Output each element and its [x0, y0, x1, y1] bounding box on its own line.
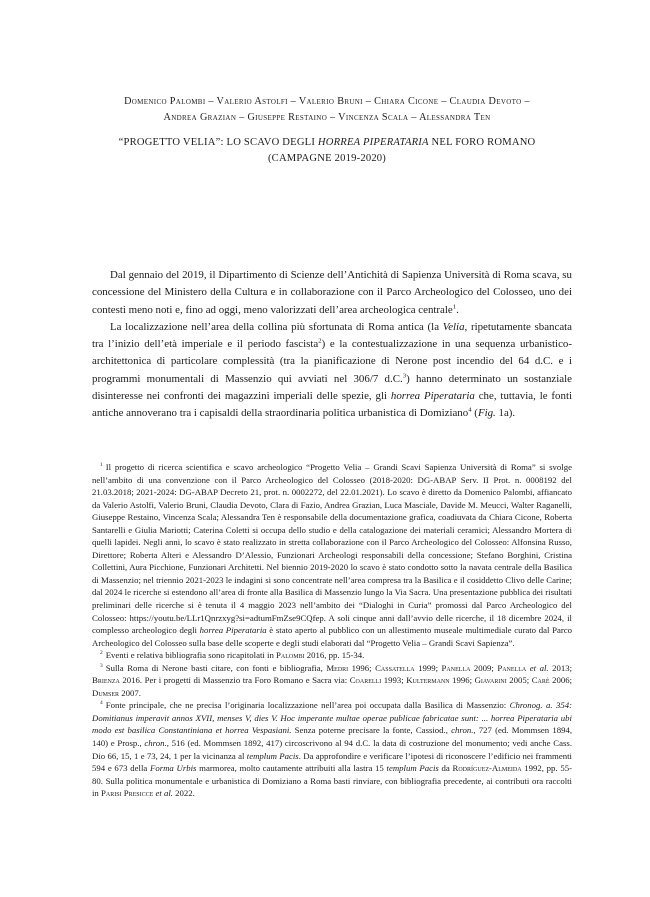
fn3-text: 2007. — [119, 687, 141, 698]
footnote-ref-2[interactable]: 2 — [318, 337, 322, 345]
citation-author: Rodríguez-Almeida — [452, 763, 522, 774]
fn4-italic: chron. — [451, 725, 474, 736]
footnotes — [92, 461, 572, 800]
fn4-text: 2022. — [172, 788, 195, 799]
p2-c: ) e la contestualizzazione in una sequenza urbanistico-architettonica di particolare complessità (tra la pianificazione di Nerone post incendio del 64 d.C. e i programmi monumentali di Massenzio qui avviati nel 306/7 d.C. — [92, 338, 572, 385]
footnote-ref-1[interactable]: 1 — [452, 302, 457, 310]
fn4-italic: templum Pacis — [246, 750, 299, 761]
footnote-1-text-b: è stato aperto al pubblico con un allestimento museale multimediale curato dal Parco Archeologico del Colosseo sulla base delle scoperte e degli studi elaborati dal “Progetto Velia – Grandi Scavi Sapienza”. — [92, 625, 573, 648]
citation-author: Giavarini — [474, 675, 507, 686]
citation-author: Brienza — [92, 675, 120, 686]
p1-text: Dal gennaio del 2019, il Dipartimento di Scienze dell’Antichità di Sapienza Università di Roma scava, su concessione del Ministero della Cultura e in collaborazione con il Parco Archeologico del Colosseo, uno dei contesti meno noti e, fino ad oggi, meno valorizzati dell’area archeologica centrale — [92, 269, 572, 316]
citation-author: Carè — [531, 675, 550, 686]
p1-end: . — [456, 303, 459, 316]
fn4-italic: chron. — [144, 738, 167, 749]
paragraph-1 — [92, 267, 572, 319]
citation-author: Medri — [326, 662, 349, 673]
citation-author: Palombi — [276, 650, 305, 661]
p2-b: , ripetutamente sbancata tra l’inizio dell’età imperiale e il periodo fascista — [92, 320, 573, 351]
title-line-2: (CAMPAGNE 2019-2020) — [267, 153, 387, 164]
paragraph-2 — [92, 319, 572, 423]
title-italic: HORREA PIPERATARIA — [317, 137, 429, 148]
et-al-italic: et al. — [529, 662, 549, 673]
footnote-number: 1 — [100, 462, 103, 469]
citation-author: Parisi Presicce — [101, 788, 154, 799]
authors-line-1: Domenico Palombi – Valerio Astolfi – Valerio Bruni – Chiara Cicone – Claudia Devoto – — [124, 96, 530, 107]
citation-author: Cassatella — [375, 662, 415, 673]
fn4-text: Fonte principale, che ne precisa l’originaria localizzazione nell’area poi occupata dalla Basilica di Massenzio: — [105, 700, 510, 711]
fn3-text: 1996; — [449, 675, 475, 686]
fn4-text: , 727 (ed. Mommsen 1894, 140) e Prosp., — [92, 725, 573, 749]
fn3-text: 2005; — [506, 675, 532, 686]
et-al-italic: et al. — [155, 788, 173, 799]
fn4-text: , 516 (ed. Mommsen 1892, 417) circoscrivono al 94 d.C. la data di costruzione del monumento; vedi anche Cass. Dio 66, 15, 1 e 73, 24, 1 per la vicinanza al — [92, 738, 573, 761]
fn4-italic: templum Pacis — [386, 763, 439, 774]
fn3-text: 1993; — [381, 675, 407, 686]
footnote-1 — [92, 461, 572, 649]
fn3-text: 2016. Per i progetti di Massenzio tra Foro Romano e Sacra via: — [119, 675, 350, 686]
footnote-1-italic: horrea Piperataria — [199, 625, 267, 636]
fn4-text: da — [438, 763, 453, 774]
footnote-number: 3 — [100, 662, 103, 669]
footnote-number: 4 — [100, 700, 103, 707]
footnote-2-text-b: 2016, pp. 15-34. — [304, 650, 365, 661]
footnote-3 — [92, 662, 572, 700]
title-text-b: NEL FORO ROMANO — [428, 137, 536, 148]
fn3-text: Sulla Roma di Nerone basti citare, con fonti e bibliografia, — [105, 662, 327, 673]
footnote-number: 2 — [100, 650, 103, 657]
p2-a: La localizzazione nell’area della collina più sfortunata di Roma antica (la — [110, 320, 443, 333]
citation-author: Panella — [441, 662, 471, 673]
footnote-2 — [92, 649, 572, 662]
fn3-text: 1996; — [348, 662, 376, 673]
horrea-italic: horrea Piperataria — [390, 390, 475, 403]
fn4-text: Senza poterne precisare la fonte, Cassiod., — [291, 725, 452, 736]
p2-f: ( — [471, 407, 478, 420]
velia-italic: Velia — [442, 320, 465, 333]
authors-line-2: Andrea Grazian – Giuseppe Restaino – Vincenza Scala – Alessandra Ten — [163, 112, 491, 123]
p2-e: che, tuttavia, le fonti antiche annoverano tra i capisaldi della straordinaria politica urbanistica di Domiziano — [92, 390, 572, 420]
fn3-text: 2013; — [548, 662, 572, 673]
title-text-a: “PROGETTO VELIA”: LO SCAVO DEGLI — [118, 137, 318, 148]
citation-author: Panella — [497, 662, 527, 673]
citation-author: Coarelli — [349, 675, 382, 686]
p2-g: 1a). — [495, 407, 516, 420]
figure-ref[interactable]: Fig. — [477, 407, 496, 420]
fn4-italic: Forma Urbis — [149, 763, 197, 774]
footnote-2-text-a: Eventi e relativa bibliografia sono ricapitolati in — [105, 650, 277, 661]
p2-d: ) hanno determinato un sostanziale disinteresse nei confronti dei magazzini imperiali delle spezie, gli — [92, 372, 572, 403]
fn3-text: 2009; — [470, 662, 498, 673]
article-title — [80, 135, 574, 167]
citation-author: Kultermann — [406, 675, 450, 686]
fn4-text: 1992, pp. 55-80. Sulla politica monumentale e urbanistica di Domiziano a Roma basti rinviare, con bibliografia precedente, ai contributi ora raccolti in — [92, 763, 572, 799]
body-text — [92, 267, 572, 423]
footnote-4 — [92, 699, 572, 799]
fn4-text: marmorea, molto cautamente attribuiti alla lastra 15 — [196, 763, 387, 774]
citation-author: Dumser — [92, 687, 119, 698]
footnote-ref-3[interactable]: 3 — [402, 372, 407, 380]
fn4-text: . Da approfondire e verificare l’ipotesi di riconoscere l’edificio nei frammenti 594 e 673 della — [92, 750, 572, 774]
chronograph-quote: Chronog. a. 354: Domitianus imperavit annos XVII, menses V, dies V. Hoc imperante multae operae publicae fabricatae sunt: ... horrea Piperataria ubi modo est basilica Constantiniana et horrea Vespasiani. — [92, 700, 572, 736]
fn3-text: 2006; — [549, 675, 572, 686]
author-list — [80, 94, 574, 126]
footnote-1-text-a: Il progetto di ricerca scientifica e scavo archeologico “Progetto Velia – Grandi Scavi Sapienza Università di Roma” si svolge nell’ambito di una convenzione con il Parco Archeologico del Colosseo (2018-2020: DG-ABAP Serv. II Prot. n. 0008192 del 21.03.2018; 2021-2024: DG-ABAP Decreto 21, prot. n. 0002272, del 22.01.2021). Lo scavo è diretto da Domenico Palombi, affiancato da Valerio Astolfi, Valerio Bruni, Claudia Devoto, Clara di Fazio, Andrea Grazian, Luca Masciale, Davide M. Meucci, Walter Raganelli, Giuseppe Restaino, Vincenza Scala; Alessandra Ten è responsabile della documentazione grafica, coadiuvata da Chiara Cicone, Roberta Santarelli e Giulia Mariotti; Caterina Coletti si occupa dello studio e della catalogazione dei materiali ceramici; Alessandro Mortera di quelli lapidei. Negli anni, lo scavo è stato realizzato in stretta collaborazione con il Parco Archeologico del Colosseo: Alfonsina Russo, Direttore; Roberta Alteri e Alessandro D’Alessio, Funzionari Archeologi responsabili della concessione; Stefano Borghini, Cristina Collettini, Aura Picchione, Funzionari Architetti. Nel biennio 2019-2020 lo scavo è stato condotto sotto la navata centrale della Basilica di Massenzio; nel triennio 2021-2023 le indagini si sono concentrate nell’area compresa tra la Basilica e il cosiddetto Clivo delle Carine; dal 2024 le ricerche si estendono all’area di fronte alla Basilica di Massenzio lungo la Via Sacra. Una presentazione pubblica dei risultati preliminari delle ricerche si è tenuta il 4 maggio 2023 nell’ambito dei “Dialoghi in Curia” promossi dal Parco Archeologico del Colosseo: https://youtu.be/LLr1Qnrzxyg?si=adtumFmZse9CQfep. A soli cinque anni dall’avvio delle ricerche, il 18 dicembre 2024, il complesso archeologico degli — [92, 462, 572, 636]
footnote-ref-4[interactable]: 4 — [468, 406, 472, 414]
title-line-1 — [80, 135, 574, 151]
fn3-text: 1999; — [414, 662, 442, 673]
